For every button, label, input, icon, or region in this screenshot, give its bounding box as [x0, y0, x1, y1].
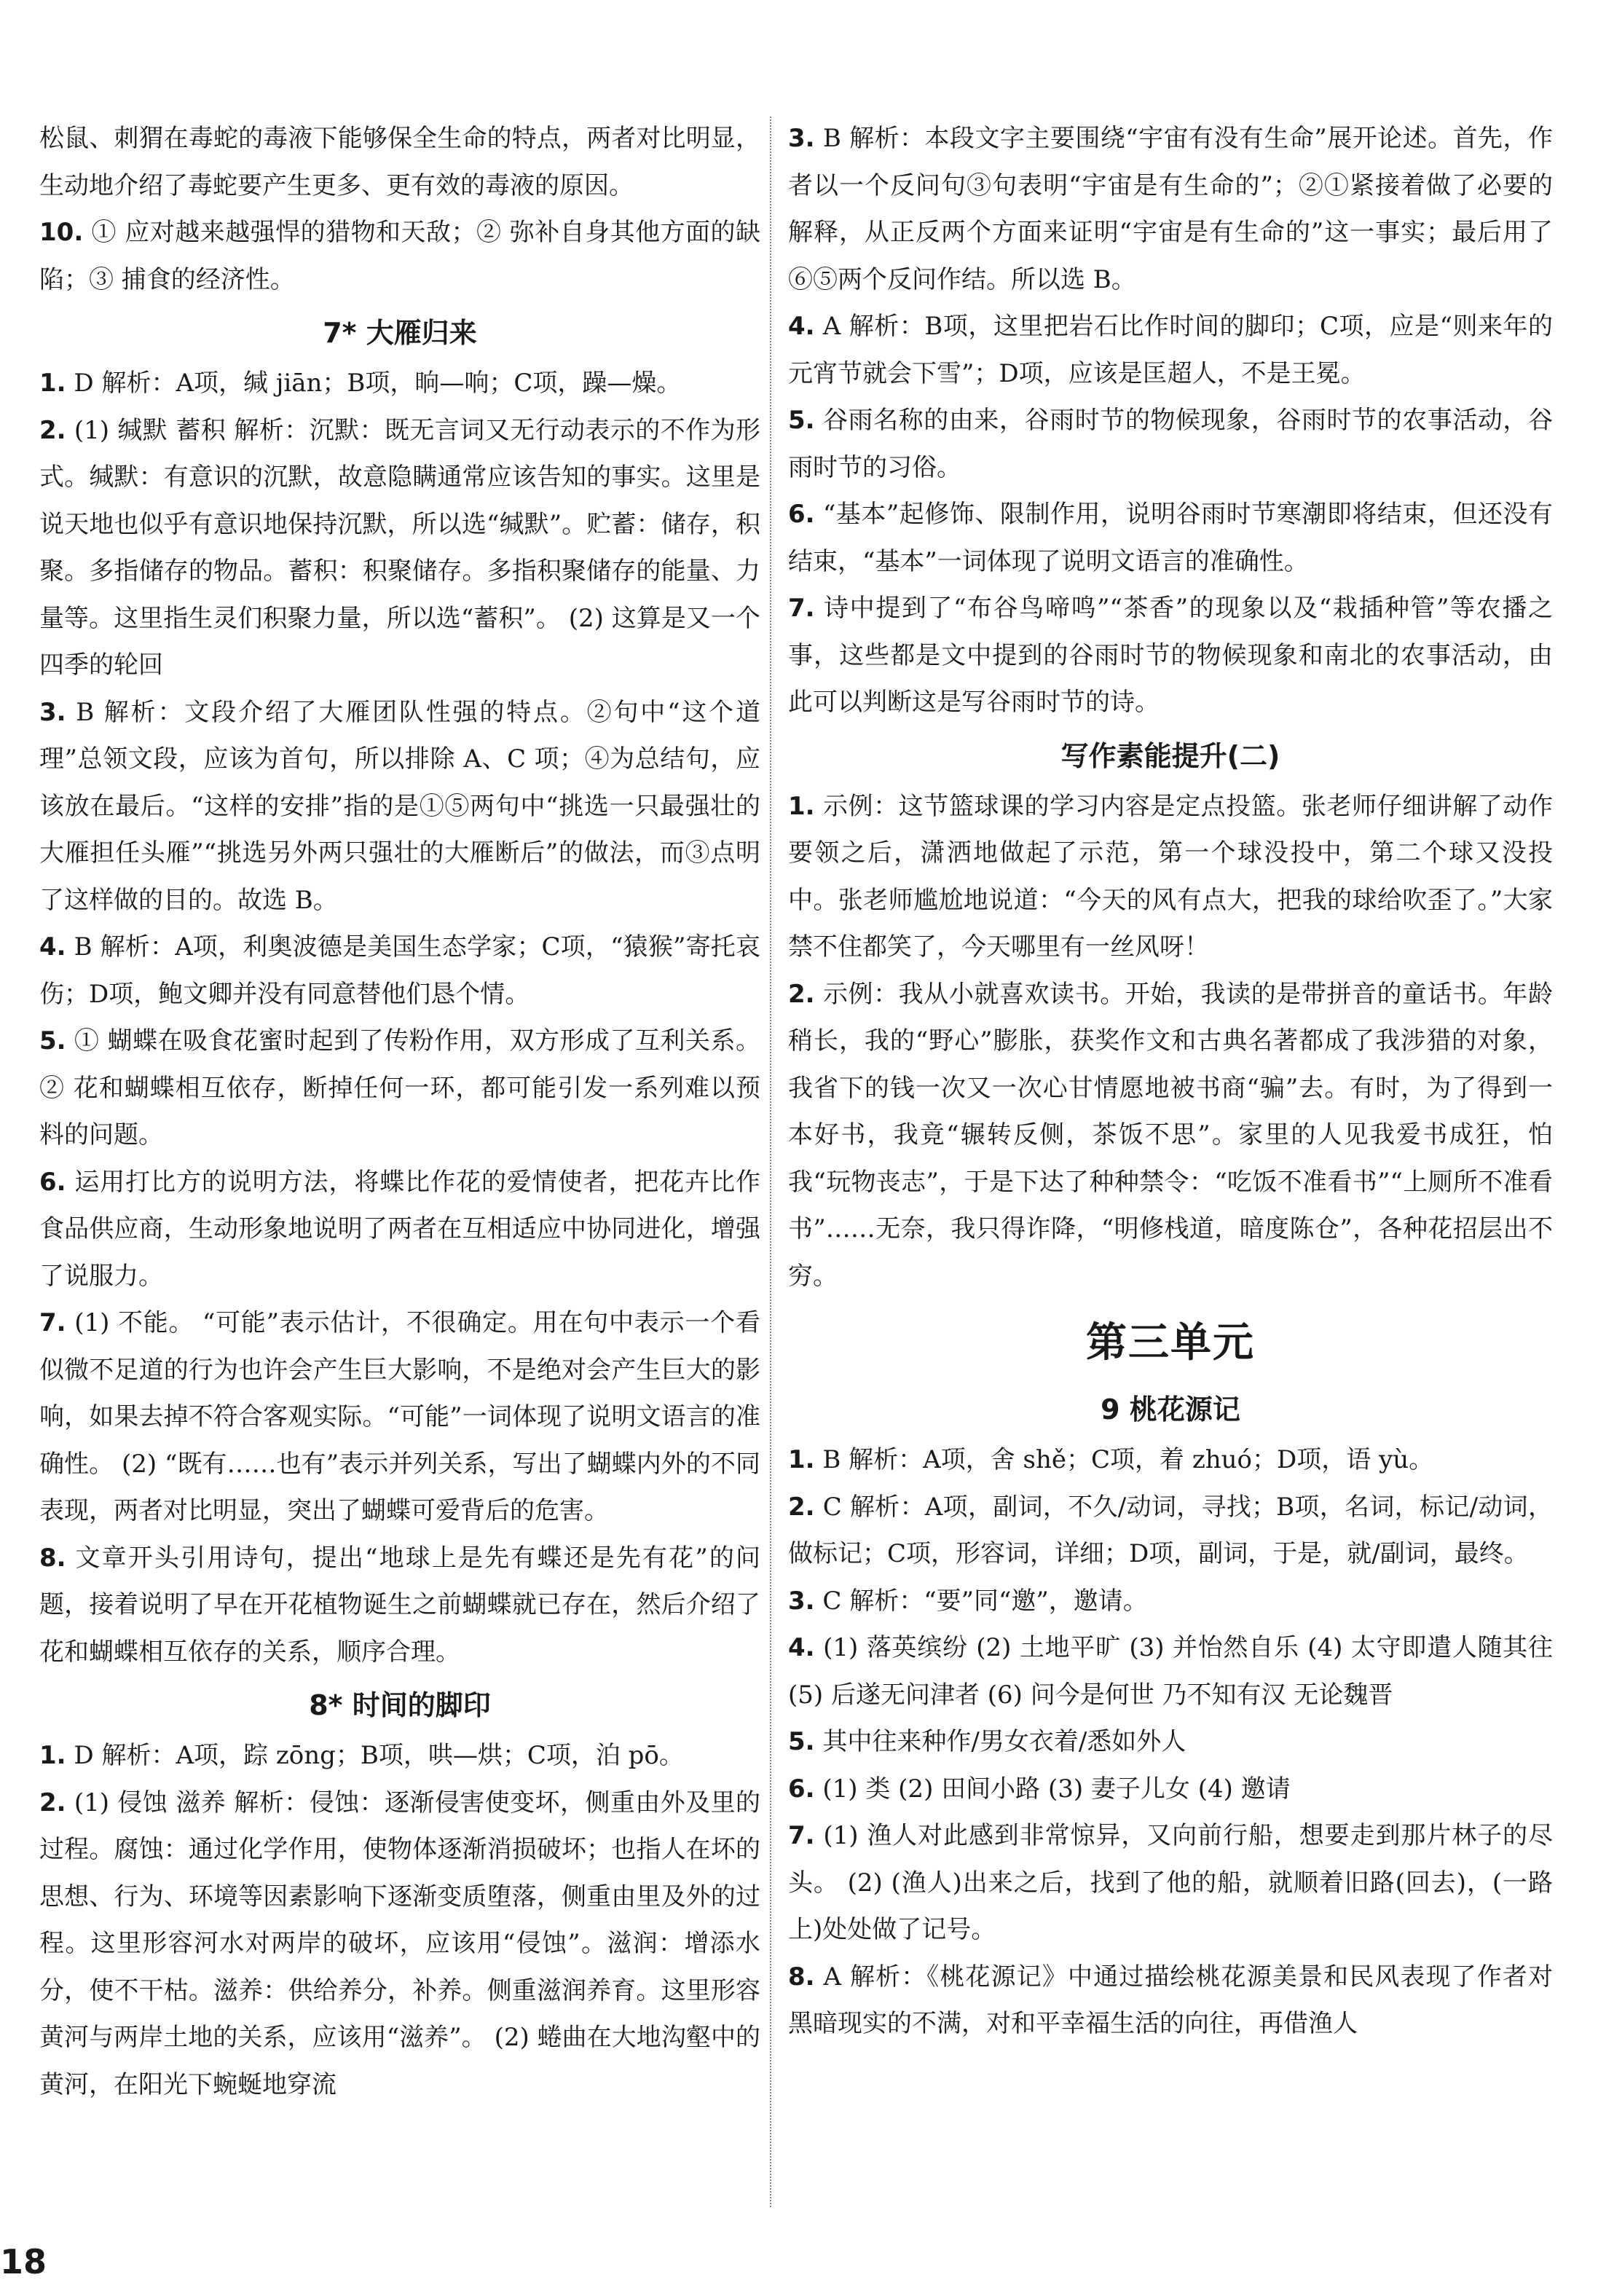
answer-item	[788, 1436, 1553, 1484]
item-text: (1) 落英缤纷 (2) 土地平旷 (3) 并怡然自乐 (4) 太守即遣人随其往 (5) 后遂无问津者 (6) 问今是何世 乃不知有汉 无论魏晋	[788, 1633, 1554, 1710]
item-text: (1) 不能。 “可能”表示估计，不很确定。用在句中表示一个看似微不足道的行为也许会产生巨大影响，不是绝对会产生巨大的影响，如果去掉不符合客观实际。“可能”一词体现了说明文语言的准确性。 (2) “既有……也有”表示并列关系，写出了蝴蝶内外的不同表现，两者对比明显，突出了蝴蝶可爱背后的危害。	[39, 1308, 761, 1525]
answer-item	[39, 1300, 760, 1535]
item-number: 2.	[39, 415, 66, 445]
answer-item	[788, 585, 1553, 726]
answer-item	[788, 303, 1553, 397]
item-number: 4.	[39, 932, 66, 962]
answer-item	[788, 1484, 1553, 1578]
item-number: 6.	[788, 500, 815, 529]
unit-title: 第三单元	[1086, 1319, 1255, 1367]
left-column	[39, 115, 760, 2108]
item-number: 7.	[788, 1821, 815, 1850]
right-column	[788, 115, 1553, 2048]
page-number: 18	[0, 2242, 47, 2281]
item-number: 8.	[788, 1962, 815, 1992]
answer-item	[39, 1159, 760, 1300]
section-title: 9 桃花源记	[1101, 1393, 1240, 1426]
item-text: 松鼠、刺猬在毒蛇的毒液下能够保全生命的特点，两者对比明显，生动地介绍了毒蛇要产生更多、更有效的毒液的原因。	[39, 124, 760, 200]
answer-item	[39, 1018, 760, 1159]
item-text: (1) 缄默 蓄积 解析：沉默：既无言词又无行动表示的不作为形式。缄默：有意识的沉默，故意隐瞒通常应该告知的事实。这里是说天地也似乎有意识地保持沉默，所以选“缄默”。贮蓄：储存，积聚。多指储存的物品。蓄积：积聚储存。多指积聚储存的能量、力量等。这里指生灵们积聚力量，所以选“蓄积”。 (2) 这算是又一个四季的轮回	[39, 415, 760, 680]
item-text: 运用打比方的说明方法，将蝶比作花的爱情使者，把花卉比作食品供应商，生动形象地说明了两者在互相适应中协同进化，增强了说服力。	[39, 1167, 761, 1291]
item-number: 7.	[39, 1308, 66, 1337]
answer-item	[788, 1718, 1553, 1766]
answer-item	[39, 360, 760, 407]
item-number: 5.	[39, 1026, 66, 1055]
item-number: 1.	[39, 369, 66, 398]
item-text: “基本”起修饰、限制作用，说明谷雨时节寒潮即将结束，但还没有结束，“基本”一词体现了说明文语言的准确性。	[788, 500, 1553, 576]
item-text: 诗中提到了“布谷鸟啼鸣”“茶香”的现象以及“栽插种管”等农播之事，这些都是文中提到的谷雨时节的物候现象和南北的农事活动，由此可以判断这是写谷雨时节的诗。	[788, 594, 1553, 717]
item-text: D 解析：A项，踪 zōng；B项，哄—烘；C项，泊 pō。	[74, 1741, 684, 1770]
section-title: 8* 时间的脚印	[309, 1689, 491, 1721]
item-number: 2.	[39, 1788, 66, 1817]
answer-item	[39, 1535, 760, 1676]
item-text: B 解析：本段文字主要围绕“宇宙有没有生命”展开论述。首先，作者以一个反问句③句表明“宇宙是有生命的”；②①紧接着做了必要的解释，从正反两个方面来证明“宇宙是有生命的”这一事实；最后用了⑥⑤两个反问作结。所以选 B。	[788, 124, 1553, 294]
item-number: 5.	[788, 406, 815, 435]
answer-item	[788, 115, 1553, 303]
item-number: 8.	[39, 1543, 66, 1573]
item-text: C 解析：“要”同“邀”，邀请。	[822, 1586, 1148, 1616]
item-text: 文章开头引用诗句，提出“地球上是先有蝶还是先有花”的问题，接着说明了早在开花植物诞生之前蝴蝶就已存在，然后介绍了花和蝴蝶相互依存的关系，顺序合理。	[39, 1543, 760, 1667]
answer-item	[788, 783, 1553, 971]
item-number: 6.	[788, 1774, 815, 1804]
item-text: A 解析：B项，这里把岩石比作时间的脚印；C项，应是“则来年的元宵节就会下雪”；D项，应该是匡超人，不是王冕。	[788, 312, 1553, 388]
section-title: 写作素能提升(二)	[1060, 739, 1280, 772]
answer-item	[788, 397, 1553, 491]
item-text: ① 应对越来越强悍的猎物和天敌；② 弥补自身其他方面的缺陷；③ 捕食的经济性。	[39, 218, 760, 294]
item-text: 示例：这节篮球课的学习内容是定点投篮。张老师仔细讲解了动作要领之后，潇洒地做起了示范，第一个球没投中，第二个球又没投中。张老师尴尬地说道：“今天的风有点大，把我的球给吹歪了。”大家禁不住都笑了，今天哪里有一丝风呀！	[788, 791, 1554, 962]
item-text: 其中往来种作/男女衣着/悉如外人	[822, 1727, 1186, 1756]
item-text: D 解析：A项，缄 jiān；B项，晌—响；C项，躁—燥。	[74, 369, 682, 398]
item-number: 4.	[788, 312, 815, 341]
item-text: 谷雨名称的由来，谷雨时节的物候现象，谷雨时节的农事活动，谷雨时节的习俗。	[788, 406, 1554, 482]
item-number: 3.	[788, 124, 815, 153]
answer-item	[788, 1624, 1553, 1718]
item-number: 10.	[39, 218, 84, 247]
item-number: 4.	[788, 1633, 815, 1662]
item-text: B 解析：文段介绍了大雁团队性强的特点。②句中“这个道理”总领文段，应该为首句，所以排除 A、C 项；④为总结句，应该放在最后。“这样的安排”指的是①⑤两句中“挑选一只最强壮的大雁担任头雁”“挑选另外两只强壮的大雁断后”的做法，而③点明了这样做的目的。故选 B。	[39, 697, 760, 915]
item-number: 1.	[39, 1741, 66, 1770]
column-divider	[770, 117, 771, 2207]
answer-item	[788, 971, 1553, 1300]
item-number: 5.	[788, 1727, 815, 1756]
item-number: 3.	[39, 697, 66, 727]
item-text: B 解析：A项，舍 shě；C项，着 zhuó；D项，语 yù。	[822, 1445, 1434, 1474]
item-number: 1.	[788, 791, 815, 821]
answer-item	[39, 1732, 760, 1780]
answer-item	[39, 689, 760, 924]
item-number: 2.	[788, 1492, 815, 1522]
item-text: 示例：我从小就喜欢读书。开始，我读的是带拼音的童话书。年龄稍长，我的“野心”膨胀，获奖作文和古典名著都成了我涉猎的对象，我省下的钱一次又一次心甘情愿地被书商“骗”去。有时，为了得到一本好书，我竟“辗转反侧，茶饭不思”。家里的人见我爱书成狂，怕我“玩物丧志”，于是下达了种种禁令：“吃饭不准看书”“上厕所不准看书”……无奈，我只得诈降，“明修栈道，暗度陈仓”，各种花招层出不穷。	[788, 979, 1554, 1291]
answer-item	[39, 115, 760, 209]
item-text: (1) 侵蚀 滋养 解析：侵蚀：逐渐侵害使变坏，侧重由外及里的过程。腐蚀：通过化学作用，使物体逐渐消损破坏；也指人在坏的思想、行为、环境等因素影响下逐渐变质堕落，侧重由里及外的过程。这里形容河水对两岸的破坏，应该用“侵蚀”。滋润：增添水分，使不干枯。滋养：供给养分，补养。侧重滋润养育。这里形容黄河与两岸土地的关系，应该用“滋养”。 (2) 蜷曲在大地沟壑中的黄河，在阳光下蜿蜒地穿流	[39, 1788, 760, 2099]
answer-item	[39, 407, 760, 689]
item-text: A 解析：《桃花源记》中通过描绘桃花源美景和民风表现了作者对黑暗现实的不满，对和平幸福生活的向往，再借渔人	[788, 1962, 1553, 2038]
item-number: 3.	[788, 1586, 815, 1616]
item-number: 6.	[39, 1167, 66, 1197]
answer-item	[788, 1954, 1553, 2048]
item-text: ① 蝴蝶在吸食花蜜时起到了传粉作用，双方形成了互利关系。② 花和蝴蝶相互依存，断掉任何一环，都可能引发一系列难以预料的问题。	[39, 1026, 761, 1149]
answer-item	[788, 1812, 1553, 1954]
item-text: (1) 渔人对此感到非常惊异，又向前行船，想要走到那片林子的尽头。 (2) (渔人)出来之后，找到了他的船，就顺着旧路(回去)，(一路上)处处做了记号。	[788, 1821, 1554, 1944]
section-title: 7* 大雁归来	[323, 317, 477, 349]
answer-item	[788, 1578, 1553, 1625]
answer-item	[788, 491, 1553, 585]
item-text: B 解析：A项，利奥波德是美国生态学家；C项，“猿猴”寄托哀伤；D项，鲍文卿并没有同意替他们恳个情。	[39, 932, 761, 1009]
answer-item	[39, 1780, 760, 2109]
item-number: 1.	[788, 1445, 815, 1474]
item-text: C 解析：A项，副词，不久/动词，寻找；B项，名词，标记/动词，做标记；C项，形容词，详细；D项，副词，于是，就/副词，最终。	[788, 1492, 1553, 1568]
answer-item	[39, 209, 760, 303]
item-number: 2.	[788, 979, 815, 1009]
answer-item	[39, 924, 760, 1018]
answer-item	[788, 1766, 1553, 1813]
item-text: (1) 类 (2) 田间小路 (3) 妻子儿女 (4) 邀请	[822, 1774, 1291, 1804]
item-number: 7.	[788, 594, 815, 623]
